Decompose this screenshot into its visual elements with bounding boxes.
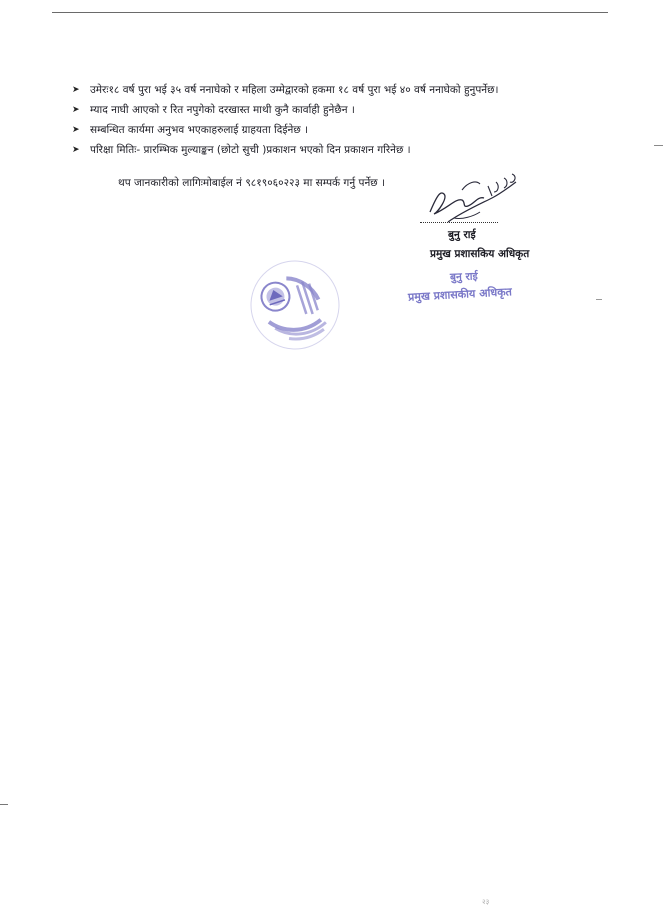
signer-title: प्रमुख प्रशासकिय अधिकृत <box>430 248 530 260</box>
notice-item-text: परिक्षा मितिः- प्रारम्भिक मुल्याङ्कन (छोटो सुची )प्रकाशन भएको दिन प्रकाशन गरिनेछ । <box>90 144 411 156</box>
office-seal <box>245 255 345 355</box>
handwritten-signature <box>418 168 528 230</box>
notice-item <box>72 100 572 120</box>
scan-edge-line <box>52 12 608 13</box>
stamp-name: बुनु राई <box>449 270 478 284</box>
page-footer-mark: २३ <box>482 898 490 906</box>
scan-margin-mark <box>654 145 663 146</box>
arrow-bullet-icon: ➤ <box>72 105 80 115</box>
signature-line <box>420 222 498 223</box>
notice-item <box>72 80 572 100</box>
arrow-bullet-icon: ➤ <box>72 85 80 95</box>
scan-margin-mark <box>0 804 8 805</box>
signer-name: बुनु राई <box>448 229 476 241</box>
notice-item-text: म्याद नाघी आएको र रित नपुगेको दरखास्त माथी कुनै कार्वाही हुनेछैन । <box>90 104 355 116</box>
stamp-title: प्रमुख प्रशासकीय अधिकृत <box>407 285 513 304</box>
notice-item <box>72 120 572 140</box>
notice-item <box>72 140 572 160</box>
notice-item-text: सम्बन्धित कार्यमा अनुभव भएकाहरुलाई ग्राहयता दिईनेछ । <box>90 124 308 136</box>
notice-conditions-list <box>72 80 572 160</box>
notice-item-text: उमेरः१८ वर्ष पुरा भई ३५ वर्ष ननाघेको र महिला उम्मेद्वारको हकमा १८ वर्ष पुरा भई ४० वर्ष ननाघेको हुनुपर्नेछ। <box>90 84 499 96</box>
arrow-bullet-icon: ➤ <box>72 145 80 155</box>
contact-info: थप जानकारीको लागिःमोबाईल नं ९८१९०६०२२३ मा सम्पर्क गर्नु पर्नेछ । <box>118 177 385 189</box>
arrow-bullet-icon: ➤ <box>72 125 80 135</box>
scan-margin-mark <box>596 299 602 300</box>
